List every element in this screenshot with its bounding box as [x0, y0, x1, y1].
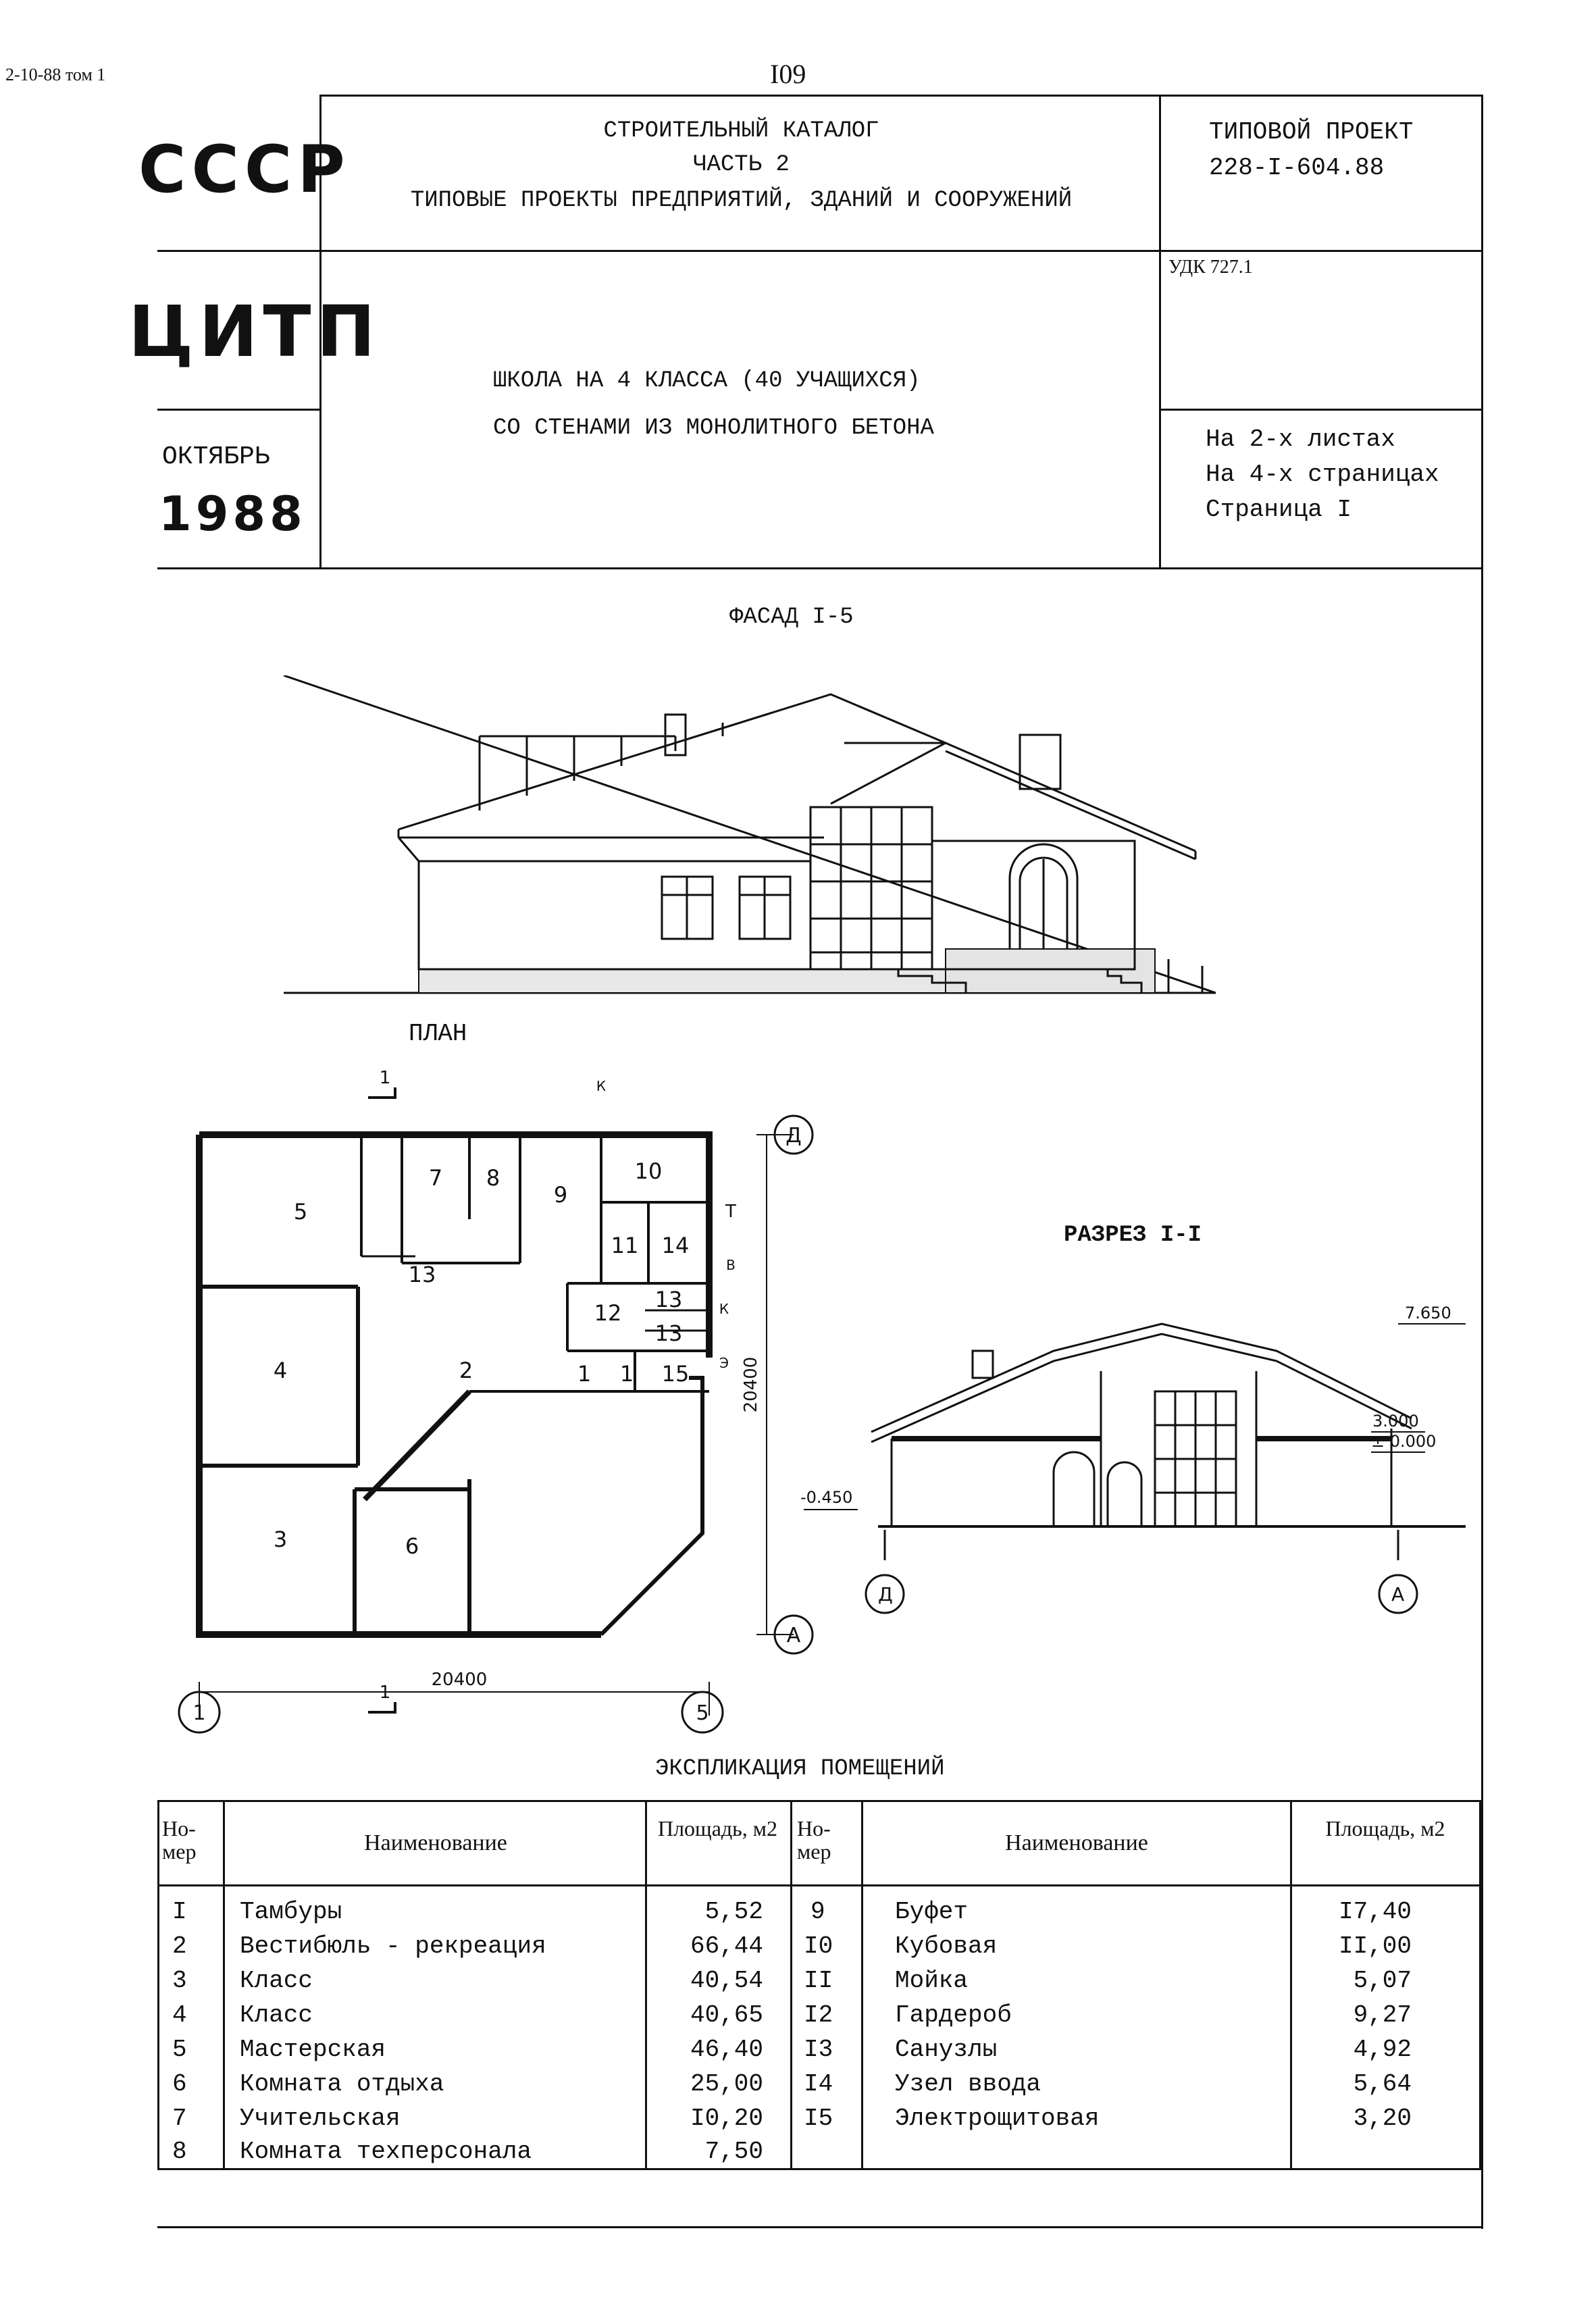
room-label: 6 [405, 1533, 419, 1559]
org-ussr: СССР [138, 132, 351, 207]
catalog-subtitle: ТИПОВЫЕ ПРОЕКТЫ ПРЕДПРИЯТИЙ, ЗДАНИЙ И СООРУЖЕНИЙ [410, 188, 1073, 213]
row-name: Узел ввода [895, 2070, 1041, 2098]
room-label: 10 [634, 1158, 663, 1184]
header-name-left: Наименование [364, 1830, 507, 1855]
room-label: 8 [486, 1165, 500, 1191]
row-name: Мастерская [240, 2036, 386, 2063]
room-label: 2 [459, 1358, 473, 1383]
header-name-right: Наименование [1005, 1830, 1148, 1855]
row-number: I3 [804, 2036, 833, 2063]
row-name: Учительская [240, 2105, 401, 2132]
side-mark: К [596, 1078, 607, 1094]
section-mark: 1 [379, 1068, 391, 1088]
header-number-right: Но-мер [797, 1816, 831, 1863]
row-number: I [172, 1898, 187, 1926]
row-name: Мойка [895, 1967, 969, 1995]
room-label: 14 [661, 1233, 690, 1258]
row-name: Класс [240, 1967, 313, 1995]
row-number: I4 [804, 2070, 833, 2098]
row-area: 40,54 [690, 1967, 763, 1995]
side-mark: Т [725, 1202, 736, 1222]
room-label: 4 [273, 1358, 288, 1383]
plan-dim-width: 20400 [431, 1670, 488, 1690]
room-label: 9 [553, 1182, 568, 1208]
elev-top: 7.650 [1405, 1304, 1451, 1322]
row-name: Вестибюль - рекреация [240, 1932, 546, 1960]
axis-5: 5 [696, 1701, 709, 1725]
row-name: Буфет [895, 1898, 969, 1926]
row-number: 8 [172, 2138, 187, 2165]
row-number: 4 [172, 2001, 187, 2029]
row-number: I0 [804, 1932, 833, 1960]
row-area: 46,40 [690, 2036, 763, 2063]
row-name: Комната отдыха [240, 2070, 444, 2098]
row-name: Кубовая [895, 1932, 998, 1960]
row-number: 6 [172, 2070, 187, 2098]
side-mark: К [719, 1301, 729, 1317]
row-name: Тамбуры [240, 1898, 342, 1926]
project-label: ТИПОВОЙ ПРОЕКТ [1209, 118, 1414, 146]
row-name: Электрощитовая [895, 2105, 1100, 2132]
room-label: 1 [619, 1361, 634, 1387]
project-title-line2: СО СТЕНАМИ ИЗ МОНОЛИТНОГО БЕТОНА [493, 415, 934, 441]
section-axis-a: А [1391, 1583, 1405, 1605]
row-name: Комната техперсонала [240, 2138, 532, 2165]
row-area: 5,07 [1353, 1967, 1412, 1995]
room-label: 15 [661, 1361, 690, 1387]
row-area: I0,20 [690, 2105, 763, 2132]
axis-d: Д [786, 1124, 802, 1148]
udk-code: УДК 727.1 [1168, 257, 1253, 278]
facade-title: ФАСАД I-5 [729, 605, 854, 630]
plan-title: ПЛАН [409, 1020, 467, 1048]
row-number: II [804, 1967, 833, 1995]
page-index: Страница I [1206, 496, 1352, 523]
row-area: 3,20 [1353, 2105, 1412, 2132]
plan-drawing [162, 1067, 838, 1756]
section-axis-d: Д [878, 1583, 893, 1605]
row-number: 9 [810, 1898, 825, 1926]
side-mark: Э [719, 1355, 729, 1371]
row-area: 40,65 [690, 2001, 763, 2029]
room-label: 1 [577, 1361, 592, 1387]
header-area-right: Площадь, м2 [1325, 1816, 1445, 1841]
row-area: II,00 [1338, 1932, 1412, 1960]
room-label: 12 [594, 1300, 622, 1326]
row-area: 4,92 [1353, 2036, 1412, 2063]
corner-code: 2-10-88 том 1 [5, 65, 106, 84]
facade-drawing [270, 675, 1229, 1006]
row-name: Гардероб [895, 2001, 1012, 2029]
plan-dim-height: 20400 [741, 1356, 761, 1413]
room-label: 5 [293, 1199, 308, 1225]
issue-month: ОКТЯБРЬ [162, 442, 270, 471]
section-drawing [790, 1270, 1479, 1635]
row-number: I2 [804, 2001, 833, 2029]
page-number: I09 [770, 59, 806, 89]
row-area: 66,44 [690, 1932, 763, 1960]
elev-neg: -0.450 [800, 1488, 853, 1507]
row-area: I7,40 [1338, 1898, 1412, 1926]
room-label: 13 [654, 1287, 683, 1312]
elev-3: 3.000 [1372, 1412, 1419, 1431]
catalog-part: ЧАСТЬ 2 [693, 152, 790, 178]
pages-count: На 4-х страницах [1206, 461, 1439, 488]
row-area: 25,00 [690, 2070, 763, 2098]
row-number: 2 [172, 1932, 187, 1960]
row-area: 7,50 [704, 2138, 763, 2165]
org-citp: ЦИТП [128, 290, 381, 373]
room-label: 3 [273, 1526, 288, 1552]
project-title-line1: ШКОЛА НА 4 КЛАССА (40 УЧАЩИХСЯ) [493, 368, 921, 394]
sheets-count: На 2-х листах [1206, 426, 1395, 453]
row-number: 5 [172, 2036, 187, 2063]
catalog-title: СТРОИТЕЛЬНЫЙ КАТАЛОГ [603, 118, 879, 144]
row-number: I5 [804, 2105, 833, 2132]
room-label: 11 [611, 1233, 639, 1258]
section-title: РАЗРЕЗ I-I [1064, 1223, 1202, 1248]
room-label: 13 [408, 1262, 436, 1287]
row-area: 5,64 [1353, 2070, 1412, 2098]
room-label: 7 [428, 1165, 443, 1191]
header-area-left: Площадь, м2 [657, 1816, 778, 1841]
header-number-left: Но-мер [162, 1816, 197, 1863]
room-label: 13 [654, 1320, 683, 1346]
explication-title: ЭКСПЛИКАЦИЯ ПОМЕЩЕНИЙ [655, 1756, 945, 1782]
row-name: Класс [240, 2001, 313, 2029]
section-mark: 1 [379, 1682, 391, 1703]
row-number: 3 [172, 1967, 187, 1995]
issue-year: 1988 [159, 486, 307, 542]
project-number: 228-I-604.88 [1209, 154, 1385, 182]
row-number: 7 [172, 2105, 187, 2132]
row-name: Санузлы [895, 2036, 998, 2063]
axis-a: А [786, 1624, 801, 1647]
row-area: 5,52 [704, 1898, 763, 1926]
axis-1: 1 [192, 1701, 206, 1725]
elev-0: ± 0.000 [1371, 1432, 1437, 1451]
side-mark: В [726, 1257, 736, 1273]
row-area: 9,27 [1353, 2001, 1412, 2029]
